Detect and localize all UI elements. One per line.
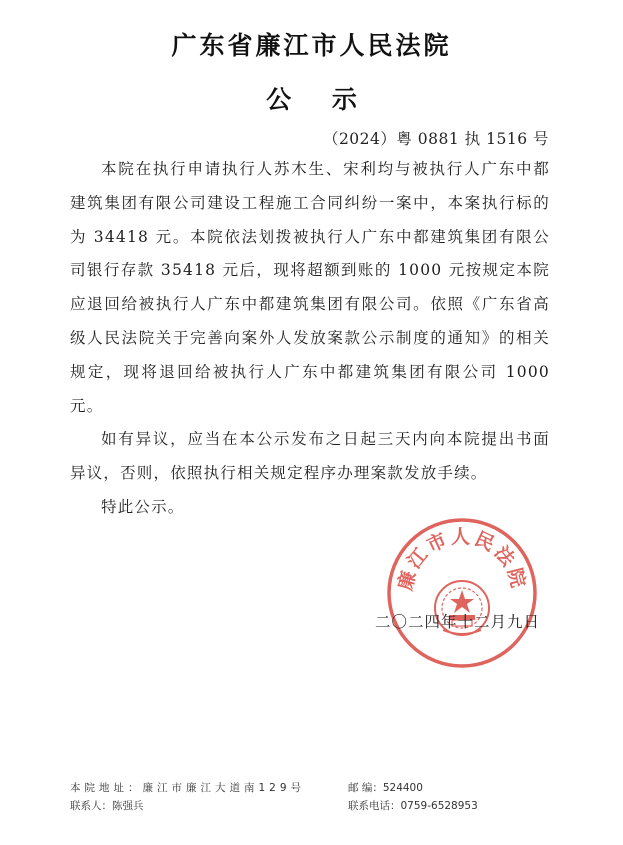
case-number: （2024）粤 0881 执 1516 号 — [322, 130, 549, 148]
paragraph-main: 本院在执行申请执行人苏木生、宋利均与被执行人广东中都建筑集团有限公司建设工程施工合同纠纷一案中，本案执行标的为 34418 元。本院依法划拨被执行人广东中都建筑集团有限公司银行存款 35418 元后，现将超额到账的 1000 元按规定本院应退回给被执行人广东中都建筑集团有限公司。依照《广东省高级人民法院关于完善向案外人发放案款公示制度的通知》的相关规定，现将退回给被执行人广东中都建筑集团有限公司 1000 元。 — [70, 160, 550, 415]
postcode: 邮 编：524400 — [348, 782, 423, 794]
footer — [70, 780, 550, 816]
document-title: 公 示 — [266, 85, 373, 114]
contact-person: 联系人：陈强兵 — [70, 800, 144, 812]
paragraph-objection: 如有异议，应当在本公示发布之日起三天内向本院提出书面异议，否则，依照执行相关规定程序办理案款发放手续。 — [70, 430, 550, 483]
court-address: 本院地址：廉江市廉江大道南129号 — [70, 782, 306, 794]
court-name: 广东省廉江市人民法院 — [171, 31, 452, 60]
notice-body — [70, 153, 550, 525]
seal-text: 廉江市人民法院 — [394, 526, 530, 593]
paragraph-closing: 特此公示。 — [101, 497, 185, 516]
contact-phone: 联系电话：0759-6528953 — [348, 800, 478, 812]
court-seal — [385, 516, 539, 670]
issue-date: 二〇二四年十二月九日 — [374, 613, 540, 631]
